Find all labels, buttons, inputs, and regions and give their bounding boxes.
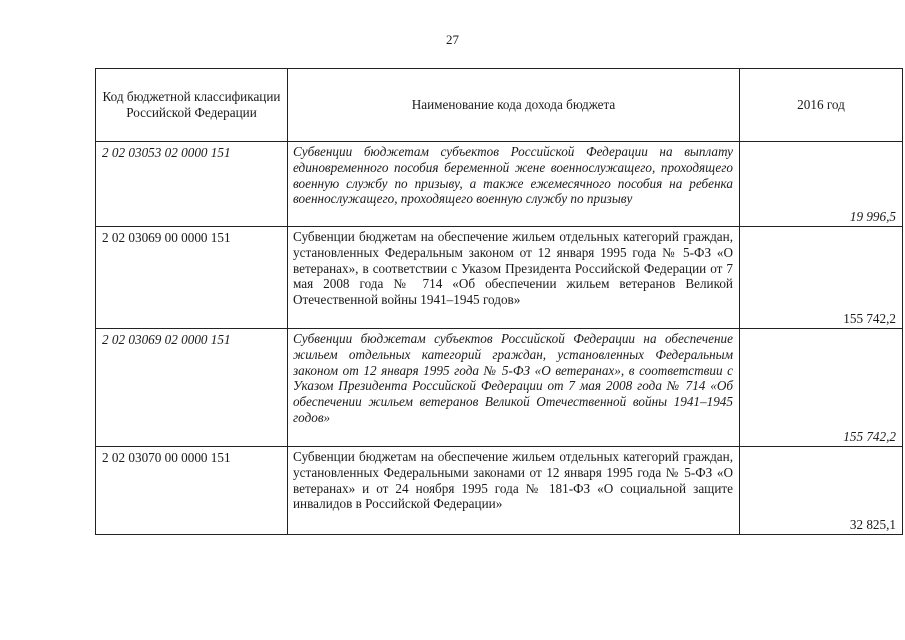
amount-cell: 32 825,1 bbox=[740, 447, 903, 535]
budget-code-cell: 2 02 03070 00 0000 151 bbox=[96, 447, 288, 535]
header-name: Наименование кода дохода бюджета bbox=[288, 69, 740, 142]
table-row bbox=[96, 329, 903, 447]
header-code: Код бюджетной классификации Российской Федерации bbox=[96, 69, 288, 142]
table-header-row bbox=[96, 69, 903, 142]
income-name-cell: Субвенции бюджетам на обеспечение жильем отдельных категорий граждан, установленных Федеральными законами от 12 января 1995 года № 5-ФЗ «О ветеранах» и от 24 ноября 1995 года № 181-ФЗ «О социальной защите инвалидов в Российской Федерации» bbox=[288, 447, 740, 535]
income-name-cell: Субвенции бюджетам субъектов Российской Федерации на обеспечение жильем отдельных категорий граждан, установленных Федеральным законом от 12 января 1995 года № 5-ФЗ «О ветеранах», в соответствии с Указом Президента Российской Федерации от 7 мая 2008 года № 714 «Об обеспечении жильем ветеранов Великой Отечественной войны 1941–1945 годов» bbox=[288, 329, 740, 447]
budget-code-cell: 2 02 03069 00 0000 151 bbox=[96, 227, 288, 329]
income-name-cell: Субвенции бюджетам субъектов Российской Федерации на выплату единовременного пособия беременной жене военнослужащего, проходящего военную службу по призыву, а также ежемесячного пособия на ребенка военнослужащего, проходящего военную службу по призыву bbox=[288, 142, 740, 227]
budget-code-cell: 2 02 03053 02 0000 151 bbox=[96, 142, 288, 227]
amount-cell: 155 742,2 bbox=[740, 227, 903, 329]
income-name-cell: Субвенции бюджетам на обеспечение жильем отдельных категорий граждан, установленных Федеральным законом от 12 января 1995 года № 5-ФЗ «О ветеранах», в соответствии с Указом Президента Российской Федерации от 7 мая 2008 года № 714 «Об обеспечении жильем ветеранов Великой Отечественной войны 1941–1945 годов» bbox=[288, 227, 740, 329]
table-row bbox=[96, 142, 903, 227]
table-row bbox=[96, 447, 903, 535]
amount-cell: 19 996,5 bbox=[740, 142, 903, 227]
budget-code-cell: 2 02 03069 02 0000 151 bbox=[96, 329, 288, 447]
amount-cell: 155 742,2 bbox=[740, 329, 903, 447]
page-number: 27 bbox=[446, 32, 459, 47]
header-year: 2016 год bbox=[740, 69, 903, 142]
budget-income-table bbox=[95, 68, 903, 535]
table-row bbox=[96, 227, 903, 329]
